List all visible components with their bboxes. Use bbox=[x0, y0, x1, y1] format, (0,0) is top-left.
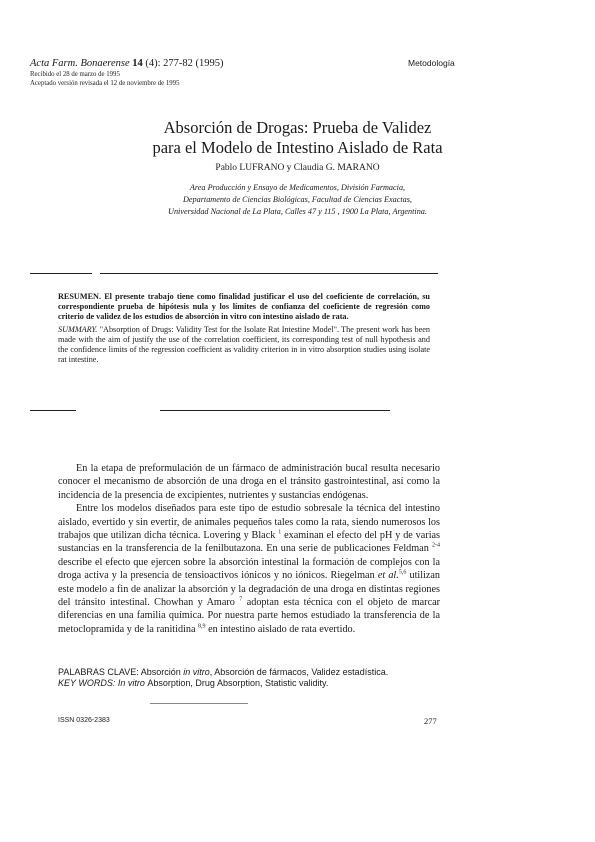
paragraph-1: En la etapa de preformulación de un fármaco de administración bucal resulta necesario conocer el mecanismo de absorción de una droga en el tránsito gastrointestinal, así como la incidencia de la presencia de excipientes, nutrientes y sustancias endógenas. bbox=[58, 463, 440, 501]
affiliation-line-2: Departamento de Ciencias Biológicas, Facultad de Ciencias Exactas, bbox=[183, 195, 412, 204]
journal-citation bbox=[30, 58, 224, 69]
page-number: 277 bbox=[424, 716, 437, 726]
keywords bbox=[58, 667, 448, 689]
paragraph-2-part-f: en intestino aislado de rata evertido. bbox=[208, 623, 356, 635]
keywords-en bbox=[58, 678, 448, 689]
issn: ISSN 0326-2383 bbox=[58, 717, 110, 724]
keywords-es-term: Absorción bbox=[140, 667, 181, 677]
abstract bbox=[58, 292, 430, 365]
keywords-es-label: PALABRAS CLAVE: bbox=[58, 667, 139, 677]
rule-bottom-left bbox=[30, 410, 76, 411]
affiliation-line-3: Universidad Nacional de La Plata, Calles 47 y 115 , 1900 La Plata, Argentina. bbox=[168, 207, 427, 216]
keywords-en-invitro: In vitro bbox=[117, 678, 145, 688]
reference-4: 7 bbox=[239, 596, 243, 603]
article-title bbox=[0, 118, 595, 158]
reference-2: 2-4 bbox=[432, 543, 440, 550]
journal-name: Acta Farm. Bonaerense bbox=[30, 58, 130, 69]
paragraph-2-part-b: examinan el efecto del pH y de varias sustancias en la transferencia de la fenilbutazona. En una serie de publicaciones Feldman bbox=[58, 530, 441, 555]
reference-1: 1 bbox=[278, 529, 282, 536]
keywords-en-rest: Absorption, Drug Absorption, Statistic validity. bbox=[147, 678, 329, 688]
keywords-es-invitro: in vitro bbox=[183, 667, 210, 677]
affiliation bbox=[0, 182, 595, 218]
accepted-date: Aceptado versión revisada el 12 de noviembre de 1995 bbox=[30, 80, 180, 87]
summary-label: SUMMARY. bbox=[58, 324, 98, 334]
paragraph-2-part-c: describe el efecto que ejercen sobre la absorción intestinal la formación de complejos con la droga activa y la presencia de tensioactivos iónicos y no iónicos. Riegelman bbox=[58, 556, 440, 582]
body-text bbox=[58, 462, 440, 636]
paragraph-2-part-a: Entre los modelos diseñados para este tipo de estudio sobresale la técnica del intestino aislado, evertido y sin evertir, de animales pequeños tales como la rata, siendo numerosos los trabajos que utilizan dicha técnica. Lovering y Black bbox=[58, 503, 440, 542]
section-label: Metodología bbox=[408, 58, 455, 68]
keywords-es-rest: , Absorción de fármacos, Validez estadística. bbox=[209, 667, 389, 677]
title-line-1: Absorción de Drogas: Prueba de Validez bbox=[163, 118, 432, 137]
article-dates bbox=[30, 70, 179, 88]
paragraph-2-part-d: utilizan este modelo a fin de analizar la absorción y la degradación de una droga en distintas regiones del tránsito intestinal. Chowhan y Amaro bbox=[58, 570, 441, 609]
paragraph-2-part-e: adoptan esta técnica con el objeto de marcar diferencias en una familia química. Por nuestra parte hemos estudiado la transferencia de la metoclopramida y de la ranitidina bbox=[58, 597, 440, 635]
reference-5: 8,9 bbox=[198, 623, 206, 630]
title-line-2: para el Modelo de Intestino Aislado de Rata bbox=[152, 138, 443, 157]
keywords-es bbox=[58, 667, 448, 678]
summary-text: "Absorption of Drugs: Validity Test for the Isolate Rat Intestine Model". The present work has been made with the aim of justify the use of the correlation coefficient, its corresponding test of null hypothesis and the confidence limits of the regression coefficient as validity criterion in in vitro absorption studies using isolate rat intestine. bbox=[58, 324, 431, 365]
resumen-text: RESUMEN. El presente trabajo tiene como finalidad justificar el uso del coeficiente de correlación, su correspondiente prueba de hipótesis nula y los límites de confianza del coeficiente de regresión como criterio de validez de los estudios de absorción in vitro con intestino aislado de rata. bbox=[58, 292, 430, 322]
rule-bottom-right bbox=[160, 410, 390, 411]
rule-top-right bbox=[100, 273, 438, 274]
authors: Pablo LUFRANO y Claudia G. MARANO bbox=[215, 163, 380, 173]
footer-rule bbox=[150, 703, 248, 704]
rule-top-left bbox=[30, 273, 92, 274]
affiliation-line-1: Area Producción y Ensayo de Medicamentos, División Farmacia, bbox=[189, 183, 406, 192]
journal-issue-pages: (4): 277-82 (1995) bbox=[145, 58, 224, 69]
summary-block bbox=[58, 325, 430, 366]
paragraph-2 bbox=[58, 502, 440, 636]
journal-volume: 14 bbox=[132, 58, 143, 69]
keywords-en-label: KEY WORDS: bbox=[58, 678, 116, 688]
reference-3: 5,6 bbox=[398, 569, 407, 576]
et-al: et al. bbox=[377, 570, 399, 582]
received-date: Recibido el 28 de marzo de 1995 bbox=[30, 71, 120, 78]
